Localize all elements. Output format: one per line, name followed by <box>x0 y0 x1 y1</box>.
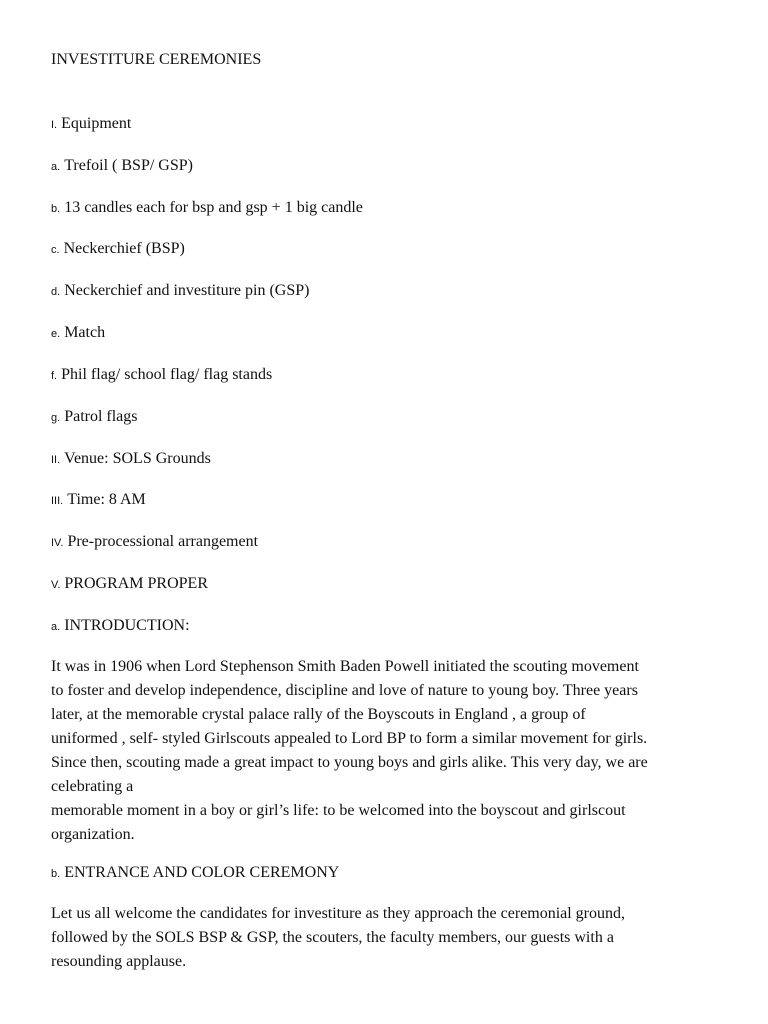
outline-item-program-proper <box>51 574 208 595</box>
item-text: INTRODUCTION: <box>64 617 190 634</box>
outline-item-venue <box>51 449 211 470</box>
outline-item-equipment <box>51 114 131 135</box>
item-text: Pre-processional arrangement <box>67 533 259 550</box>
intro-line: Since then, scouting made a great impact to young boys and girls alike. This very day, we are <box>51 754 648 771</box>
item-marker: I. <box>51 119 58 131</box>
entrance-line: resounding applause. <box>51 953 187 970</box>
item-marker: a. <box>51 161 61 173</box>
item-text: ENTRANCE AND COLOR CEREMONY <box>64 864 340 881</box>
item-text: PROGRAM PROPER <box>64 575 208 592</box>
outline-item-time <box>51 490 146 511</box>
title-text: INVESTITURE CEREMONIES <box>51 51 262 68</box>
intro-line: It was in 1906 when Lord Stephenson Smith Baden Powell initiated the scouting movement <box>51 658 639 675</box>
item-text: Venue: SOLS Grounds <box>64 450 211 467</box>
intro-line: memorable moment in a boy or girl’s life: to be welcomed into the boyscout and girlscout <box>51 802 626 819</box>
entrance-line: followed by the SOLS BSP & GSP, the scouters, the faculty members, our guests with a <box>51 929 614 946</box>
item-text: 13 candles each for bsp and gsp + 1 big candle <box>64 199 363 216</box>
item-text: Neckerchief and investiture pin (GSP) <box>64 282 310 299</box>
item-marker: II. <box>51 454 61 466</box>
item-marker: d. <box>51 286 61 298</box>
item-marker: b. <box>51 203 61 215</box>
intro-line: organization. <box>51 826 135 843</box>
item-marker: IV. <box>51 537 64 549</box>
outline-item-trefoil <box>51 156 193 177</box>
item-text: Patrol flags <box>64 408 138 425</box>
item-marker: a. <box>51 621 61 633</box>
item-text: Trefoil ( BSP/ GSP) <box>64 157 193 174</box>
intro-line: uniformed , self- styled Girlscouts appealed to Lord BP to form a similar movement for girls. <box>51 730 648 747</box>
item-text: Match <box>64 324 106 341</box>
outline-item-pre-processional <box>51 532 258 553</box>
outline-item-candles <box>51 198 363 219</box>
item-text: Phil flag/ school flag/ flag stands <box>61 366 273 383</box>
outline-item-patrol-flags <box>51 407 138 428</box>
entrance-line: Let us all welcome the candidates for investiture as they approach the ceremonial ground, <box>51 905 626 922</box>
document-title <box>51 50 261 70</box>
outline-item-flags <box>51 365 272 386</box>
item-marker: e. <box>51 328 61 340</box>
item-marker: g. <box>51 412 61 424</box>
item-text: Neckerchief (BSP) <box>63 240 185 257</box>
outline-item-neckerchief-gsp <box>51 281 309 302</box>
outline-item-match <box>51 323 105 344</box>
item-marker: V. <box>51 579 61 591</box>
outline-item-neckerchief-bsp <box>51 239 185 260</box>
item-marker: f. <box>51 370 58 382</box>
intro-line: later, at the memorable crystal palace rally of the Boyscouts in England , a group of <box>51 706 586 723</box>
item-text: Time: 8 AM <box>67 491 146 508</box>
item-marker: III. <box>51 495 64 507</box>
outline-item-introduction <box>51 616 190 637</box>
item-marker: b. <box>51 868 61 880</box>
item-marker: c. <box>51 244 60 256</box>
intro-line: celebrating a <box>51 778 134 795</box>
item-text: Equipment <box>61 115 132 132</box>
section-entrance-heading <box>51 863 339 884</box>
intro-line: to foster and develop independence, discipline and love of nature to young boy. Three years <box>51 682 638 699</box>
